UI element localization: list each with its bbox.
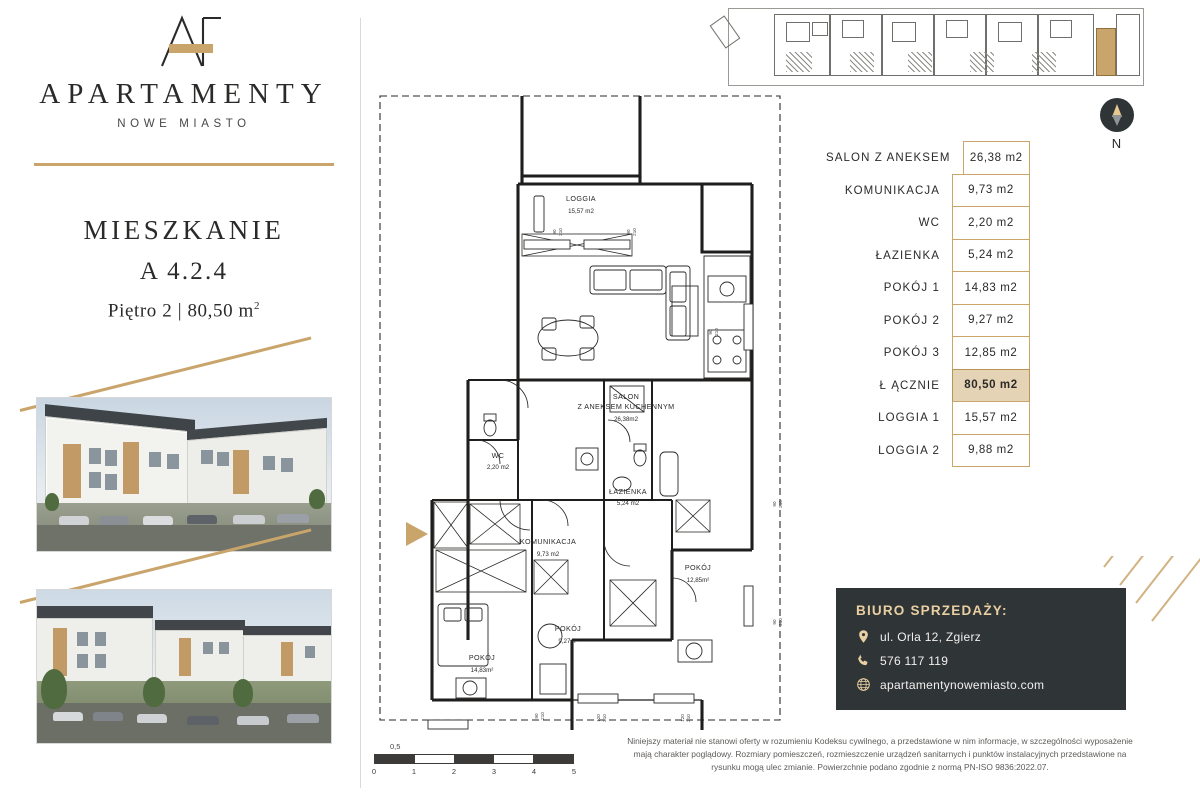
apartment-floor-area-text: Piętro 2 | 80,50 m [107,300,254,322]
sales-website-line[interactable] [856,677,1108,692]
area-label: LOGGIA 2 [878,444,940,457]
apartment-floor-area [34,300,334,322]
svg-text:210: 210 [778,618,783,626]
area-value: 26,38 m2 [963,141,1030,175]
area-value: 2,20 m2 [952,206,1030,240]
area-row [826,175,1030,208]
area-value: 9,73 m2 [952,174,1030,208]
svg-text:15,57 m2: 15,57 m2 [568,208,594,215]
area-label: POKÓJ 1 [883,282,940,295]
area-row [826,272,1030,305]
area-total-label: Ł ĄCZNIE [879,379,940,392]
sales-phone-line[interactable] [856,653,1108,668]
estate-courtyard-render [36,589,332,744]
brand-logo [34,10,334,130]
svg-text:210: 210 [686,714,691,722]
area-value: 5,24 m2 [952,239,1030,273]
svg-text:KOMUNIKACJA: KOMUNIKACJA [519,537,577,546]
svg-text:ŁAZIENKA: ŁAZIENKA [609,487,647,496]
scale-tick: 4 [531,767,537,776]
area-schedule-table [826,142,1030,467]
area-label: SALON Z ANEKSEM [826,152,951,165]
keyplan-corner-wing [710,15,741,48]
area-value: 9,88 m2 [952,434,1030,468]
area-row [826,435,1030,468]
svg-text:26,38m2: 26,38m2 [613,416,639,423]
phone-icon [856,653,871,668]
globe-icon [856,677,871,692]
disclaimer-text: Niniejszy materiał nie stanowi oferty w rozumieniu Kodeksu cywilnego, a przedstawione w nim informacje, w szczególności wyposażenie mają charakter poglądowy. Rozmiary pomieszczeń, rozmieszczenie urządzeń sanitarnych i punktów instalacyjnych przedstawione na rysunku mogą ulec zmianie. Powierzchnie podano zgodnie z normą PN-ISO 9836:2022.07. [627,736,1133,773]
apartment-code: A 4.2.4 [139,258,229,285]
floor-plan [372,80,792,730]
area-label: ŁAZIENKA [875,249,940,262]
sales-website: apartamentynowemiasto.com [880,677,1045,692]
area-value: 15,57 m2 [952,401,1030,435]
svg-text:120: 120 [596,714,601,722]
area-total-value: 80,50 m2 [952,369,1030,403]
svg-text:210: 210 [778,500,783,508]
svg-text:9,27m²: 9,27m² [558,638,578,645]
svg-text:12,85m²: 12,85m² [686,577,710,584]
area-row [826,337,1030,370]
svg-text:210: 210 [632,228,637,236]
area-row [826,142,1030,175]
svg-text:210: 210 [714,328,719,336]
svg-text:210: 210 [540,712,545,720]
area-value: 9,27 m2 [952,304,1030,338]
vertical-divider [360,18,361,788]
area-label: POKÓJ 3 [883,347,940,360]
sales-office-box [836,588,1126,710]
sales-phone: 576 117 119 [880,653,949,668]
svg-text:SALON: SALON [612,392,640,401]
sales-address-line [856,629,1108,644]
scale-tick: 0 [371,767,377,776]
sales-address: ul. Orla 12, Zgierz [880,629,982,644]
building-exterior-render [36,397,332,552]
apartment-kind-label: MIESZKANIE [83,215,285,245]
area-row-total [826,370,1030,403]
svg-text:90: 90 [552,229,557,235]
svg-text:POKÓJ: POKÓJ [554,624,582,633]
area-row [826,207,1030,240]
svg-text:POKÓJ: POKÓJ [468,653,496,662]
svg-text:Z ANEKSEM KUCHENNYM: Z ANEKSEM KUCHENNYM [577,402,675,411]
svg-text:2,20 m2: 2,20 m2 [486,464,510,471]
compass-icon [1100,98,1134,132]
area-row [826,305,1030,338]
apartment-info [34,215,334,322]
svg-text:90: 90 [534,713,539,719]
area-label: POKÓJ 2 [883,314,940,327]
svg-text:WC: WC [491,451,505,460]
building-key-plan [728,8,1144,86]
scale-tick: 1 [411,767,417,776]
area-value: 14,83 m2 [952,271,1030,305]
brand-title: APARTAMENTY [39,78,329,110]
area-row [826,402,1030,435]
entrance-arrow-icon [406,522,428,546]
svg-text:210: 210 [602,714,607,722]
scale-tick: 5 [571,767,577,776]
svg-text:POKÓJ: POKÓJ [684,563,712,572]
logo-monogram-icon [129,10,239,72]
brand-subtitle: NOWE MIASTO [117,118,251,130]
svg-text:90: 90 [708,329,713,335]
svg-text:210: 210 [558,228,563,236]
scale-tick: 3 [491,767,497,776]
scale-bar-top-label: 0,5 [390,742,401,751]
svg-text:5,24 m2: 5,24 m2 [616,500,640,507]
svg-text:90: 90 [772,501,777,507]
svg-text:90: 90 [772,619,777,625]
area-value: 12,85 m2 [952,336,1030,370]
area-label: LOGGIA 1 [878,412,940,425]
sales-office-title: BIURO SPRZEDAŻY: [856,603,1008,618]
svg-text:120: 120 [680,714,685,722]
pin-icon [856,629,871,644]
scale-bar-ticks [371,767,577,777]
area-label: WC [918,217,940,230]
area-unit-exponent: 2 [253,300,261,312]
gold-divider [34,163,334,166]
scale-tick: 2 [451,767,457,776]
scale-bar-blocks [374,754,574,764]
svg-text:LOGGIA: LOGGIA [566,194,596,203]
svg-text:14,83m²: 14,83m² [470,667,494,674]
area-row [826,240,1030,273]
area-label: KOMUNIKACJA [844,184,940,197]
compass-north-label: N [1111,136,1123,151]
svg-text:90: 90 [626,229,631,235]
svg-text:9,73 m2: 9,73 m2 [536,551,560,558]
compass [1086,98,1148,151]
